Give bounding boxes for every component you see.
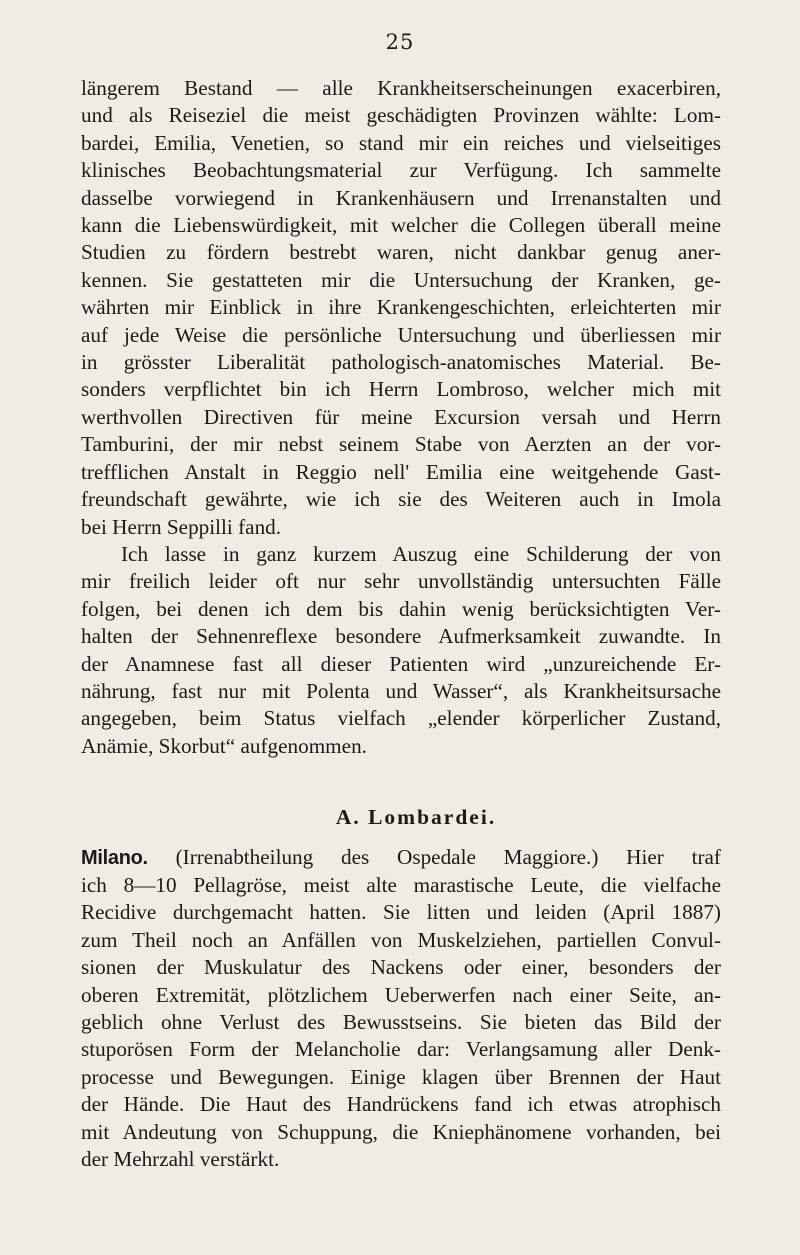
text-line: zum Theil noch an Anfällen von Muskelziehen, partiellen Convul- [81,927,721,952]
text-line: Studien zu fördern bestrebt waren, nicht dankbar genug aner- [81,240,721,265]
text-line: angegeben, beim Status vielfach „elender körperlicher Zustand, [81,706,721,731]
text-line: werthvollen Directiven für meine Excursion versah und Herrn [81,404,721,429]
text-line: der Anamnese fast all dieser Patienten wird „unzureichende Er- [81,651,721,676]
section-spacer [81,760,721,804]
text-line: bardei, Emilia, Venetien, so stand mir ein reiches und vielseitiges [81,130,721,155]
paragraph-2 [81,541,721,760]
text-line: sionen der Muskulatur des Nackens oder einer, besonders der [81,955,721,980]
text-line: in grösster Liberalität pathologisch-anatomisches Material. Be- [81,350,721,375]
text-line: Ich lasse in ganz kurzem Auszug eine Schilderung der von [121,541,721,566]
text-line: der Hände. Die Haut des Handrückens fand ich etwas atrophisch [81,1092,721,1117]
text-line: Recidive durchgemacht hatten. Sie litten und leiden (April 1887) [81,900,721,925]
text-line: halten der Sehnenreflexe besondere Aufmerksamkeit zuwandte. In [81,624,721,649]
text-line: geblich ohne Verlust des Bewusstseins. Sie bieten das Bild der [81,1010,721,1034]
text-line: währten mir Einblick in ihre Krankengeschichten, erleichterten mir [81,295,721,320]
text-line: Tamburini, der mir nebst seinem Stabe von Aerzten an der vor- [81,432,721,457]
text-line: stuporösen Form der Melancholie dar: Verlangsamung aller Denk- [81,1037,721,1062]
section-heading: A. Lombardei. [335,805,497,830]
text-line: oberen Extremität, plötzlichem Ueberwerfen nach einer Seite, an- [81,982,721,1007]
text-line: auf jede Weise die persönliche Untersuchung und überliessen mir [81,322,721,347]
text-line: sonders verpflichtet bin ich Herrn Lombroso, welcher mich mit [81,377,721,402]
text-line: processe und Bewegungen. Einige klagen über Brennen der Haut [81,1064,721,1089]
text-line: nährung, fast nur mit Polenta und Wasser“, als Krankheitsursache [81,678,721,703]
text-line: trefflichen Anstalt in Reggio nell' Emilia eine weitgehende Gast- [81,459,721,484]
text-line: bei Herrn Seppilli fand. [81,514,282,539]
text-line: der Mehrzahl verstärkt. [81,1147,280,1172]
text-fragment: (Irrenabtheilung des Ospedale Maggiore.) Hier traf [175,844,721,869]
text-line: ich 8—10 Pellagröse, meist alte marastische Leute, die vielfache [81,872,721,897]
text-line: und als Reiseziel die meist geschädigten Provinzen wählte: Lom- [81,103,721,128]
text-line: kann die Liebenswürdigkeit, mit welcher die Collegen überall meine [81,213,721,238]
paragraph-3 [81,844,721,1174]
text-line: folgen, bei denen ich dem bis dahin wenig berücksichtigten Ver- [81,596,721,621]
text-line: dasselbe vorwiegend in Krankenhäusern und Irrenanstalten und [81,185,721,210]
text-line: Anämie, Skorbut“ aufgenommen. [81,733,367,758]
text-line: längerem Bestand — alle Krankheitserscheinungen exacerbiren, [81,76,721,100]
text-line: freundschaft gewährte, wie ich sie des Weiteren auch in Imola [81,487,721,512]
paragraph-1 [81,75,721,541]
text-line: klinisches Beobachtungsmaterial zur Verfügung. Ich sammelte [81,158,721,183]
text-line [81,844,721,872]
page-number: 25 [385,30,415,54]
text-line: kennen. Sie gestatteten mir die Untersuchung der Kranken, ge- [81,267,721,292]
text-line: mit Andeutung von Schuppung, die Kniephänomene vorhanden, bei [81,1119,721,1144]
text-line: mir freilich leider oft nur sehr unvollständig untersuchten Fälle [81,569,721,594]
place-name: Milano. [81,846,148,869]
body-text [81,75,721,1173]
